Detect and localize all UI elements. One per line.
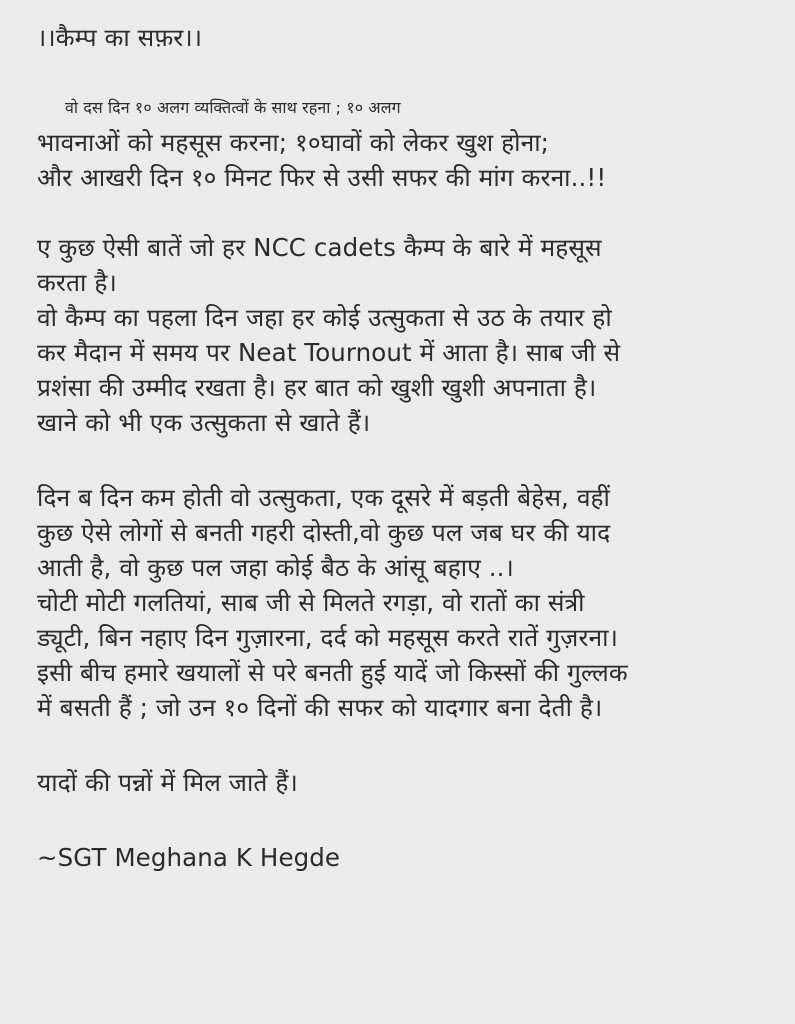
paragraph-4 — [37, 765, 767, 800]
paragraph-line: ड्यूटी, बिन नहाए दिन गुज़ारना, दर्द को महसूस करते रातें गुज़रना। — [37, 623, 618, 652]
paragraph-line: में बसती हैं ; जो उन १० दिनों की सफर को यादगार बना देती है। — [37, 693, 603, 722]
signature: ~SGT Meghana K Hegde — [37, 843, 341, 872]
paragraph-line: वो कैम्प का पहला दिन जहा हर कोई उत्सुकता से उठ के तयार हो — [37, 303, 612, 332]
paragraph-line: प्रशंसा की उम्मीद रखता है। हर बात को खुशी खुशी अपनाता है। — [37, 373, 597, 402]
paragraph-line: खाने को भी एक उत्सुकता से खाते हैं। — [37, 408, 371, 437]
paragraph-line: भावनाओं को महसूस करना; १०घावों को लेकर खुश होना; — [37, 128, 549, 157]
paragraph-2 — [37, 230, 767, 440]
paragraph-line: चोटी मोटी गलतियां, साब जी से मिलते रगड़ा, वो रातों का संत्री — [37, 588, 585, 617]
paragraph-line: दिन ब दिन कम होती वो उत्सुकता, एक दूसरे में बड़ती बेहेस, वहीं — [37, 483, 610, 512]
paragraph-line: ए कुछ ऐसी बातें जो हर NCC cadets कैम्प के बारे में महसूस — [37, 233, 602, 262]
signature-block — [37, 840, 767, 875]
paragraph-1 — [37, 90, 767, 195]
paragraph-line: करता है। — [37, 268, 117, 297]
paragraph-line: वो दस दिन १० अलग व्यक्तित्वों के साथ रहना ; १० अलग — [65, 98, 401, 117]
document-title: ।।कैम्प का सफ़र।। — [37, 23, 203, 52]
paragraph-line: कर मैदान में समय पर Neat Tournout में आता है। साब जी से — [37, 338, 621, 367]
paragraph-3 — [37, 480, 767, 725]
paragraph-line: यादों की पन्नों में मिल जाते हैं। — [37, 768, 298, 797]
paragraph-line: आती है, वो कुछ पल जहा कोई बैठ के आंसू बहाए ..। — [37, 553, 514, 582]
paragraph-line: और आखरी दिन १० मिनट फिर से उसी सफर की मांग करना..!! — [37, 163, 607, 192]
paragraph-line: इसी बीच हमारे खयालों से परे बनती हुई यादें जो किस्सों की गुल्लक — [37, 658, 628, 687]
paragraph-line: कुछ ऐसे लोगों से बनती गहरी दोस्ती,वो कुछ पल जब घर की याद — [37, 518, 611, 547]
